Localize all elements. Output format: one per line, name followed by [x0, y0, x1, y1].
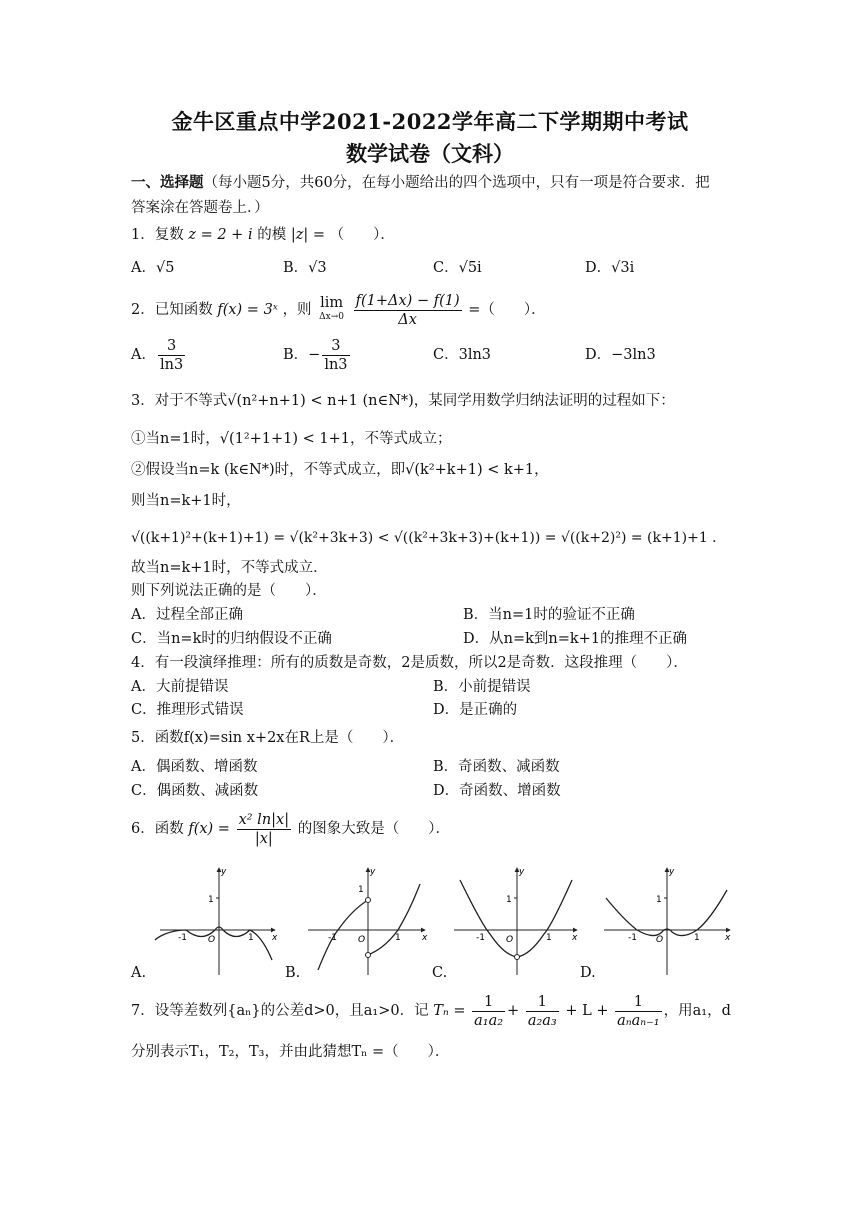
q2-text-c: =（ ）．: [468, 302, 546, 318]
question-6-stem: [131, 808, 450, 850]
q3-option-d: D．从n=k到n=k+1的推理不正确: [463, 631, 688, 647]
q5-option-a: A．偶函数、增函数: [131, 759, 258, 775]
graph-c-tick-pos: 1: [546, 933, 552, 943]
q1-option-c: C．√5i: [433, 260, 482, 276]
q6-label-d: D.: [580, 965, 596, 981]
q6-fraction: [237, 811, 292, 848]
graph-b-origin: O: [358, 935, 366, 945]
q2-option-a: [131, 336, 187, 374]
q3-line-7: 则下列说法正确的是（ ）．: [131, 583, 327, 599]
q2-opt-a-prefix: A．: [131, 347, 156, 363]
question-1-stem: [131, 225, 395, 245]
graph-d-x-label: x: [725, 933, 731, 943]
graph-a-x-label: x: [272, 933, 278, 943]
q7-text-b: ，用a₁，d: [663, 1003, 731, 1019]
q2-opt-b-prefix: B．−: [283, 347, 321, 363]
graph-c-x-label: x: [572, 933, 578, 943]
q5-option-c: C．偶函数、减函数: [131, 783, 259, 799]
graph-c-origin: O: [506, 935, 514, 945]
q6-text-a: 6．函数: [131, 821, 184, 837]
graph-d-origin: O: [656, 935, 664, 945]
q7-text-a: 7．设等差数列{aₙ}的公差d>0，且a₁>0．记: [131, 1003, 429, 1019]
graph-b-x-label: x: [422, 933, 428, 943]
q7-dots: + L +: [565, 1003, 609, 1019]
exam-subtitle: 数学试卷（文科）: [346, 141, 514, 166]
graph-b: [308, 867, 428, 975]
q3-line-6: 故当n=k+1时，不等式成立．: [131, 560, 328, 576]
graph-a: [155, 867, 278, 975]
q3-line-5: √((k+1)²+(k+1)+1) = √(k²+3k+3) < √((k²+3k+3)+(k+1)) = √((k+2)²) = (k+1)+1 ．: [131, 530, 727, 546]
exam-title: 金牛区重点中学2021-2022学年高二下学期期中考试: [171, 109, 689, 134]
graph-d-tick-neg: -1: [628, 933, 637, 943]
q7-den-3: aₙaₙ₋₁: [617, 1012, 660, 1029]
q1-option-d: D．√3i: [585, 260, 635, 276]
q1-text-a: 1．复数: [131, 227, 184, 243]
graph-c-y-label: y: [519, 867, 525, 877]
q7-frac-2: [526, 993, 559, 1030]
q1-modulus: |z| =: [290, 227, 325, 243]
q2-opt-b-den: ln3: [324, 356, 348, 373]
q2-text-a: 2．已知函数: [131, 302, 213, 318]
graph-b-tick-pos: 1: [395, 933, 401, 943]
q3-option-c: C．当n=k时的归纳假设不正确: [131, 631, 332, 647]
q2-func: f(x) = 3ˣ: [217, 302, 278, 318]
q1-option-a: A．√5: [131, 260, 175, 276]
q6-label-c: C.: [432, 965, 448, 981]
q2-text-b: ，则: [282, 302, 312, 318]
graph-c-tick-neg: -1: [476, 933, 485, 943]
q3-option-b: B．当n=1时的验证不正确: [463, 607, 635, 623]
graph-d: [604, 867, 731, 975]
q6-text-b: 的图象大致是（ ）．: [297, 821, 450, 837]
q7-frac-3: [615, 993, 662, 1030]
q7-den-2: a₂a₃: [527, 1012, 557, 1029]
graph-c: [454, 867, 578, 975]
graph-a-tick-y: 1: [208, 895, 214, 905]
q2-option-b: [283, 336, 352, 374]
graph-a-tick-pos: 1: [248, 933, 254, 943]
q5-option-b: B．奇函数、减函数: [433, 759, 560, 775]
question-5-stem: 5．函数f(x)=sin x+2x在R上是（ ）．: [131, 730, 405, 746]
q2-option-d: D．−3ln3: [585, 347, 656, 363]
q2-option-c: C．3ln3: [433, 347, 492, 363]
q1-option-b: B．√3: [283, 260, 327, 276]
section-header: [131, 173, 710, 193]
q7-num-1: 1: [472, 993, 505, 1012]
q2-fraction: [354, 292, 462, 329]
question-7-stem: 7．设等差数列{aₙ}的公差d>0，且a₁>0．记 Tₙ = $\frac{1}{\text{a₁a₂}}$ + $\frac{1}{\text{a₂a₃}}$ + L + $\frac{1}{\text{aₙaₙ₋₁}}$ ，用a₁，d: [131, 993, 731, 1029]
q7-tn: Tₙ =: [433, 1003, 466, 1019]
graph-b-y-label: y: [370, 867, 376, 877]
graph-d-tick-pos: 1: [694, 933, 700, 943]
section-note-1: （每小题5分，共60分，在每小题给出的四个选项中，只有一项是符合要求．把: [203, 175, 710, 191]
q7-frac-1: [472, 993, 505, 1030]
q4-option-c: C．推理形式错误: [131, 702, 244, 718]
section-note-2: 答案涂在答题卷上．）: [131, 200, 269, 216]
q4-option-a: A．大前提错误: [131, 679, 229, 695]
graph-d-tick-y: 1: [656, 895, 662, 905]
graph-a-tick-neg: -1: [178, 933, 187, 943]
graph-c-tick-y: 1: [506, 895, 512, 905]
q3-line-4: 则当n=k+1时，: [131, 493, 241, 509]
q6-denominator: |x|: [254, 830, 273, 847]
q7-line-2: 分别表示T₁，T₂，T₃，并由此猜想Tₙ =（ ）．: [131, 1044, 450, 1060]
q6-label-a: A.: [131, 965, 147, 981]
q1-expr: z = 2 + i: [188, 227, 253, 243]
q2-opt-b-frac: [322, 337, 349, 374]
q7-den-1: a₁a₂: [474, 1012, 504, 1029]
section-name: 一、选择题: [131, 174, 204, 191]
q2-opt-b-num: 3: [322, 337, 349, 356]
q2-limit: [319, 296, 344, 324]
q2-opt-a-den: ln3: [159, 356, 184, 373]
q1-text-c: （ ）．: [329, 227, 395, 243]
q4-option-b: B．小前提错误: [433, 679, 531, 695]
q3-line-3: ②假设当n=k (k∈N*)时，不等式成立，即√(k²+k+1) < k+1，: [131, 462, 549, 478]
q6-func: f(x) =: [188, 821, 230, 837]
q3-line-2: ①当n=1时，√(1²+1+1) < 1+1，不等式成立；: [131, 431, 452, 447]
q7-num-2: 1: [526, 993, 559, 1012]
q2-numerator: f(1+Δx) − f(1): [355, 292, 460, 309]
q2-denominator: Δx: [398, 311, 417, 328]
graph-b-tick-neg: -1: [328, 933, 337, 943]
graph-d-y-label: y: [669, 867, 675, 877]
question-4-stem: 4．有一段演绎推理：所有的质数是奇数，2是质数，所以2是奇数．这段推理（ ）．: [131, 655, 688, 671]
graph-a-y-label: y: [221, 867, 227, 877]
q3-line-1: 3．对于不等式√(n²+n+1) < n+1 (n∈N*)，某同学用数学归纳法证明的过程如下：: [131, 393, 675, 409]
question-2-stem: [131, 290, 546, 330]
q6-label-b: B.: [285, 965, 301, 981]
q2-opt-a-num: 3: [158, 337, 185, 356]
q2-lim-sub: Δx→0: [319, 312, 345, 322]
q1-text-b: 的模: [257, 227, 287, 243]
q2-opt-a-frac: [158, 337, 185, 374]
graph-a-origin: O: [208, 935, 216, 945]
q6-numerator: x² ln|x|: [238, 811, 290, 828]
graph-b-tick-y: 1: [358, 885, 364, 895]
q3-option-a: A．过程全部正确: [131, 607, 243, 623]
q4-option-d: D．是正确的: [433, 702, 518, 718]
q7-num-3: 1: [615, 993, 662, 1012]
q5-option-d: D．奇函数、增函数: [433, 783, 561, 799]
q2-lim-text: lim: [320, 295, 344, 311]
